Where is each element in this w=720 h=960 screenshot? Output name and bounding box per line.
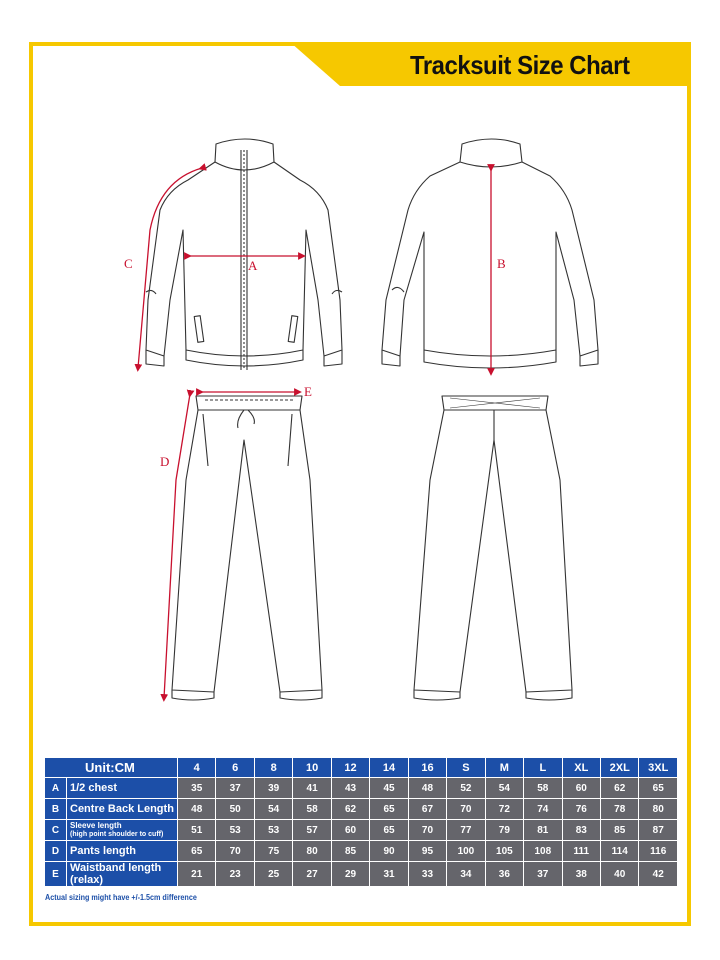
row-letter: A	[45, 778, 66, 798]
size-header: 4	[178, 758, 215, 777]
size-header: 12	[332, 758, 369, 777]
table-cell: 83	[563, 820, 600, 840]
row-letter: C	[45, 820, 66, 840]
table-cell: 70	[409, 820, 446, 840]
page-title: Tracksuit Size Chart	[410, 50, 630, 80]
row-label-cell	[67, 778, 177, 798]
table-cell: 67	[409, 799, 446, 819]
size-header-row	[45, 758, 677, 777]
table-cell: 87	[639, 820, 677, 840]
table-cell: 70	[447, 799, 484, 819]
table-cell: 85	[332, 841, 369, 861]
row-letter: B	[45, 799, 66, 819]
table-cell: 21	[178, 862, 215, 886]
table-cell: 78	[601, 799, 638, 819]
pants-back-drawing	[414, 396, 572, 700]
jacket-back-drawing	[382, 139, 598, 368]
table-cell: 76	[563, 799, 600, 819]
table-cell: 60	[563, 778, 600, 798]
table-row	[45, 841, 677, 861]
row-label: 1/2 chest	[70, 782, 118, 794]
table-cell: 31	[370, 862, 407, 886]
row-letter: D	[45, 841, 66, 861]
table-cell: 77	[447, 820, 484, 840]
table-cell: 36	[486, 862, 523, 886]
table-row	[45, 778, 677, 798]
table-cell: 58	[524, 778, 561, 798]
table-cell: 108	[524, 841, 561, 861]
table-row	[45, 820, 677, 840]
table-cell: 100	[447, 841, 484, 861]
table-cell: 90	[370, 841, 407, 861]
table-cell: 41	[293, 778, 330, 798]
table-cell: 60	[332, 820, 369, 840]
dimension-label-e: E	[304, 384, 312, 399]
pants-front-drawing	[172, 396, 322, 700]
table-cell: 114	[601, 841, 638, 861]
dimension-label-a: A	[248, 258, 258, 273]
row-label-cell	[67, 820, 177, 840]
table-cell: 39	[255, 778, 292, 798]
table-cell: 81	[524, 820, 561, 840]
table-cell: 54	[255, 799, 292, 819]
table-cell: 52	[447, 778, 484, 798]
table-cell: 34	[447, 862, 484, 886]
table-cell: 37	[524, 862, 561, 886]
row-letter: E	[45, 862, 66, 886]
table-cell: 62	[332, 799, 369, 819]
table-row	[45, 799, 677, 819]
table-cell: 33	[409, 862, 446, 886]
table-cell: 27	[293, 862, 330, 886]
row-label: Pants length	[70, 845, 137, 857]
table-cell: 43	[332, 778, 369, 798]
jacket-front-drawing	[146, 139, 342, 370]
table-cell: 38	[563, 862, 600, 886]
table-cell: 53	[255, 820, 292, 840]
size-header: 10	[293, 758, 330, 777]
table-cell: 72	[486, 799, 523, 819]
table-cell: 65	[370, 799, 407, 819]
table-cell: 79	[486, 820, 523, 840]
table-cell: 51	[178, 820, 215, 840]
size-header: 3XL	[639, 758, 677, 777]
sizing-note: Actual sizing might have +/-1.5cm difference	[45, 893, 197, 902]
size-table	[44, 757, 678, 887]
table-cell: 74	[524, 799, 561, 819]
table-cell: 58	[293, 799, 330, 819]
size-header: 6	[216, 758, 253, 777]
row-label-cell	[67, 862, 177, 886]
table-cell: 40	[601, 862, 638, 886]
size-header: S	[447, 758, 484, 777]
table-cell: 105	[486, 841, 523, 861]
table-cell: 65	[370, 820, 407, 840]
table-cell: 65	[639, 778, 677, 798]
table-cell: 25	[255, 862, 292, 886]
row-label: Centre Back Length	[70, 803, 174, 815]
unit-label: Unit:CM	[45, 758, 177, 777]
row-label: Waistband length (relax)	[70, 862, 162, 886]
size-header: 8	[255, 758, 292, 777]
table-cell: 65	[178, 841, 215, 861]
size-header: XL	[563, 758, 600, 777]
size-header: 16	[409, 758, 446, 777]
table-cell: 80	[639, 799, 677, 819]
size-header: M	[486, 758, 523, 777]
table-cell: 95	[409, 841, 446, 861]
row-label-cell	[67, 841, 177, 861]
size-header: 2XL	[601, 758, 638, 777]
table-cell: 62	[601, 778, 638, 798]
table-cell: 29	[332, 862, 369, 886]
table-cell: 53	[216, 820, 253, 840]
table-cell: 37	[216, 778, 253, 798]
row-sublabel: (high point shoulder to cuff)	[70, 831, 164, 838]
table-cell: 116	[639, 841, 677, 861]
row-label: Sleeve length	[70, 821, 122, 830]
table-cell: 50	[216, 799, 253, 819]
table-cell: 45	[370, 778, 407, 798]
size-header: L	[524, 758, 561, 777]
table-cell: 35	[178, 778, 215, 798]
table-cell: 85	[601, 820, 638, 840]
table-cell: 54	[486, 778, 523, 798]
table-row	[45, 862, 677, 886]
dimension-label-c: C	[124, 256, 133, 271]
table-cell: 48	[178, 799, 215, 819]
table-cell: 23	[216, 862, 253, 886]
table-cell: 57	[293, 820, 330, 840]
row-label-cell	[67, 799, 177, 819]
table-cell: 75	[255, 841, 292, 861]
table-cell: 80	[293, 841, 330, 861]
table-cell: 111	[563, 841, 600, 861]
dimension-label-b: B	[497, 256, 506, 271]
table-cell: 42	[639, 862, 677, 886]
table-cell: 70	[216, 841, 253, 861]
table-cell: 48	[409, 778, 446, 798]
size-header: 14	[370, 758, 407, 777]
dimension-label-d: D	[160, 454, 170, 469]
